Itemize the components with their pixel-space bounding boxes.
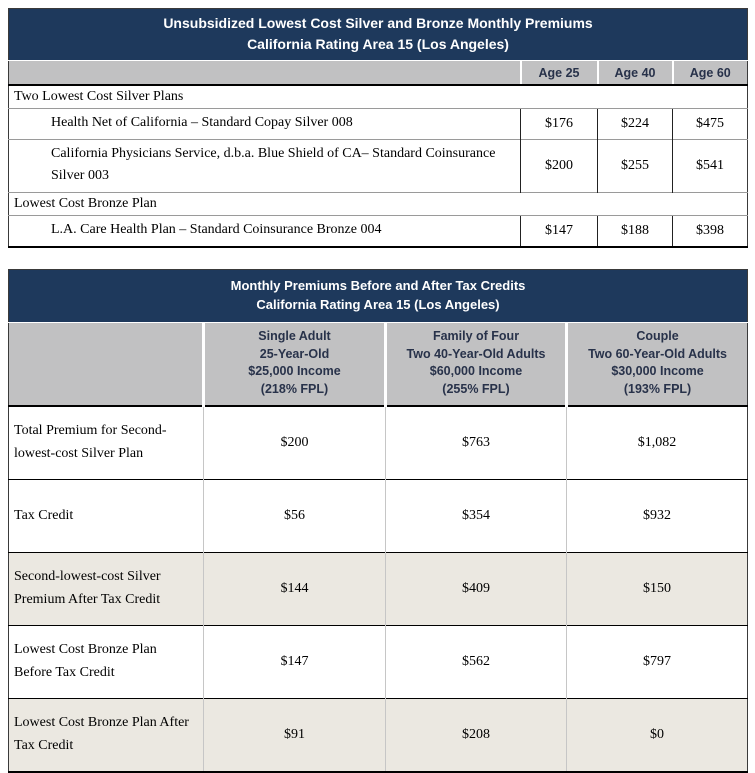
table-row	[9, 215, 748, 247]
column-header-age-25: Age 25	[521, 61, 598, 86]
header-line: (193% FPL)	[623, 382, 692, 397]
row-label: Lowest Cost Bronze Plan Before Tax Credit	[9, 625, 204, 698]
unsubsidized-premiums-table	[8, 8, 748, 248]
premium-value: $200	[204, 406, 386, 480]
premium-value: $797	[567, 625, 748, 698]
header-line: $25,000 Income	[248, 364, 341, 379]
column-header-age-40: Age 40	[598, 61, 673, 86]
header-line: (218% FPL)	[260, 382, 329, 397]
header-line: $30,000 Income	[611, 364, 704, 379]
row-label: Lowest Cost Bronze Plan After Tax Credit	[9, 698, 204, 772]
table1-title-bar	[9, 9, 748, 61]
plan-name: Health Net of California – Standard Copay Silver 008	[9, 109, 521, 140]
header-line: (255% FPL)	[442, 382, 510, 397]
premium-value: $91	[204, 698, 386, 772]
plan-name: L.A. Care Health Plan – Standard Coinsurance Bronze 004	[9, 215, 521, 247]
table-row	[9, 479, 748, 552]
premium-value: $475	[673, 109, 748, 140]
table2-title-line1: Monthly Premiums Before and After Tax Credits	[230, 277, 526, 293]
section-header-label: Lowest Cost Bronze Plan	[9, 192, 748, 215]
table2-header-row	[9, 322, 748, 406]
premium-value: $255	[598, 140, 673, 193]
table2-title	[9, 269, 748, 322]
premium-value: $932	[567, 479, 748, 552]
table-row	[9, 109, 748, 140]
header-line: Single Adult	[258, 328, 331, 343]
row-label: Second-lowest-cost Silver Premium After Tax Credit	[9, 552, 204, 625]
header-line: 25-Year-Old	[259, 346, 330, 361]
table2-title-bar	[9, 269, 748, 322]
premium-value: $150	[567, 552, 748, 625]
column-header-couple	[567, 322, 748, 406]
table1-header-empty-cell	[9, 61, 521, 86]
table-row	[9, 552, 748, 625]
premium-value: $200	[521, 140, 598, 193]
header-line: Two 40-Year-Old Adults	[406, 346, 546, 361]
table2-header-empty-cell	[9, 322, 204, 406]
premium-value: $354	[386, 479, 567, 552]
section-header-silver-plans	[9, 85, 748, 109]
section-header-label: Two Lowest Cost Silver Plans	[9, 85, 748, 109]
table1-title-line2: California Rating Area 15 (Los Angeles)	[247, 36, 509, 52]
header-line: $60,000 Income	[429, 364, 523, 379]
table1-title-line1: Unsubsidized Lowest Cost Silver and Bronze Monthly Premiums	[163, 15, 593, 31]
premium-value: $208	[386, 698, 567, 772]
tax-credits-table	[8, 269, 748, 773]
premium-value: $763	[386, 406, 567, 480]
column-header-age-60: Age 60	[673, 61, 748, 86]
column-header-single-adult	[204, 322, 386, 406]
row-label: Tax Credit	[9, 479, 204, 552]
table-row	[9, 406, 748, 480]
premium-value: $398	[673, 215, 748, 247]
table1-header-row	[9, 61, 748, 86]
plan-name: California Physicians Service, d.b.a. Blue Shield of CA– Standard Coinsurance Silver 003	[9, 140, 521, 193]
table1-title	[9, 9, 748, 61]
table2-title-line2: California Rating Area 15 (Los Angeles)	[256, 297, 500, 313]
premium-value: $176	[521, 109, 598, 140]
header-line: Two 60-Year-Old Adults	[588, 346, 727, 361]
premium-value: $147	[521, 215, 598, 247]
column-header-family-of-four	[386, 322, 567, 406]
premium-value: $1,082	[567, 406, 748, 480]
premium-value: $144	[204, 552, 386, 625]
table-row	[9, 698, 748, 772]
table-row	[9, 625, 748, 698]
premium-value: $188	[598, 215, 673, 247]
row-label: Total Premium for Second-lowest-cost Silver Plan	[9, 406, 204, 480]
premium-value: $147	[204, 625, 386, 698]
premium-value: $56	[204, 479, 386, 552]
header-line: Family of Four	[432, 328, 520, 343]
premium-value: $409	[386, 552, 567, 625]
premium-value: $224	[598, 109, 673, 140]
premium-value: $541	[673, 140, 748, 193]
premium-value: $562	[386, 625, 567, 698]
header-line: Couple	[636, 328, 679, 343]
section-header-bronze-plan	[9, 192, 748, 215]
premium-value: $0	[567, 698, 748, 772]
table-row	[9, 140, 748, 193]
